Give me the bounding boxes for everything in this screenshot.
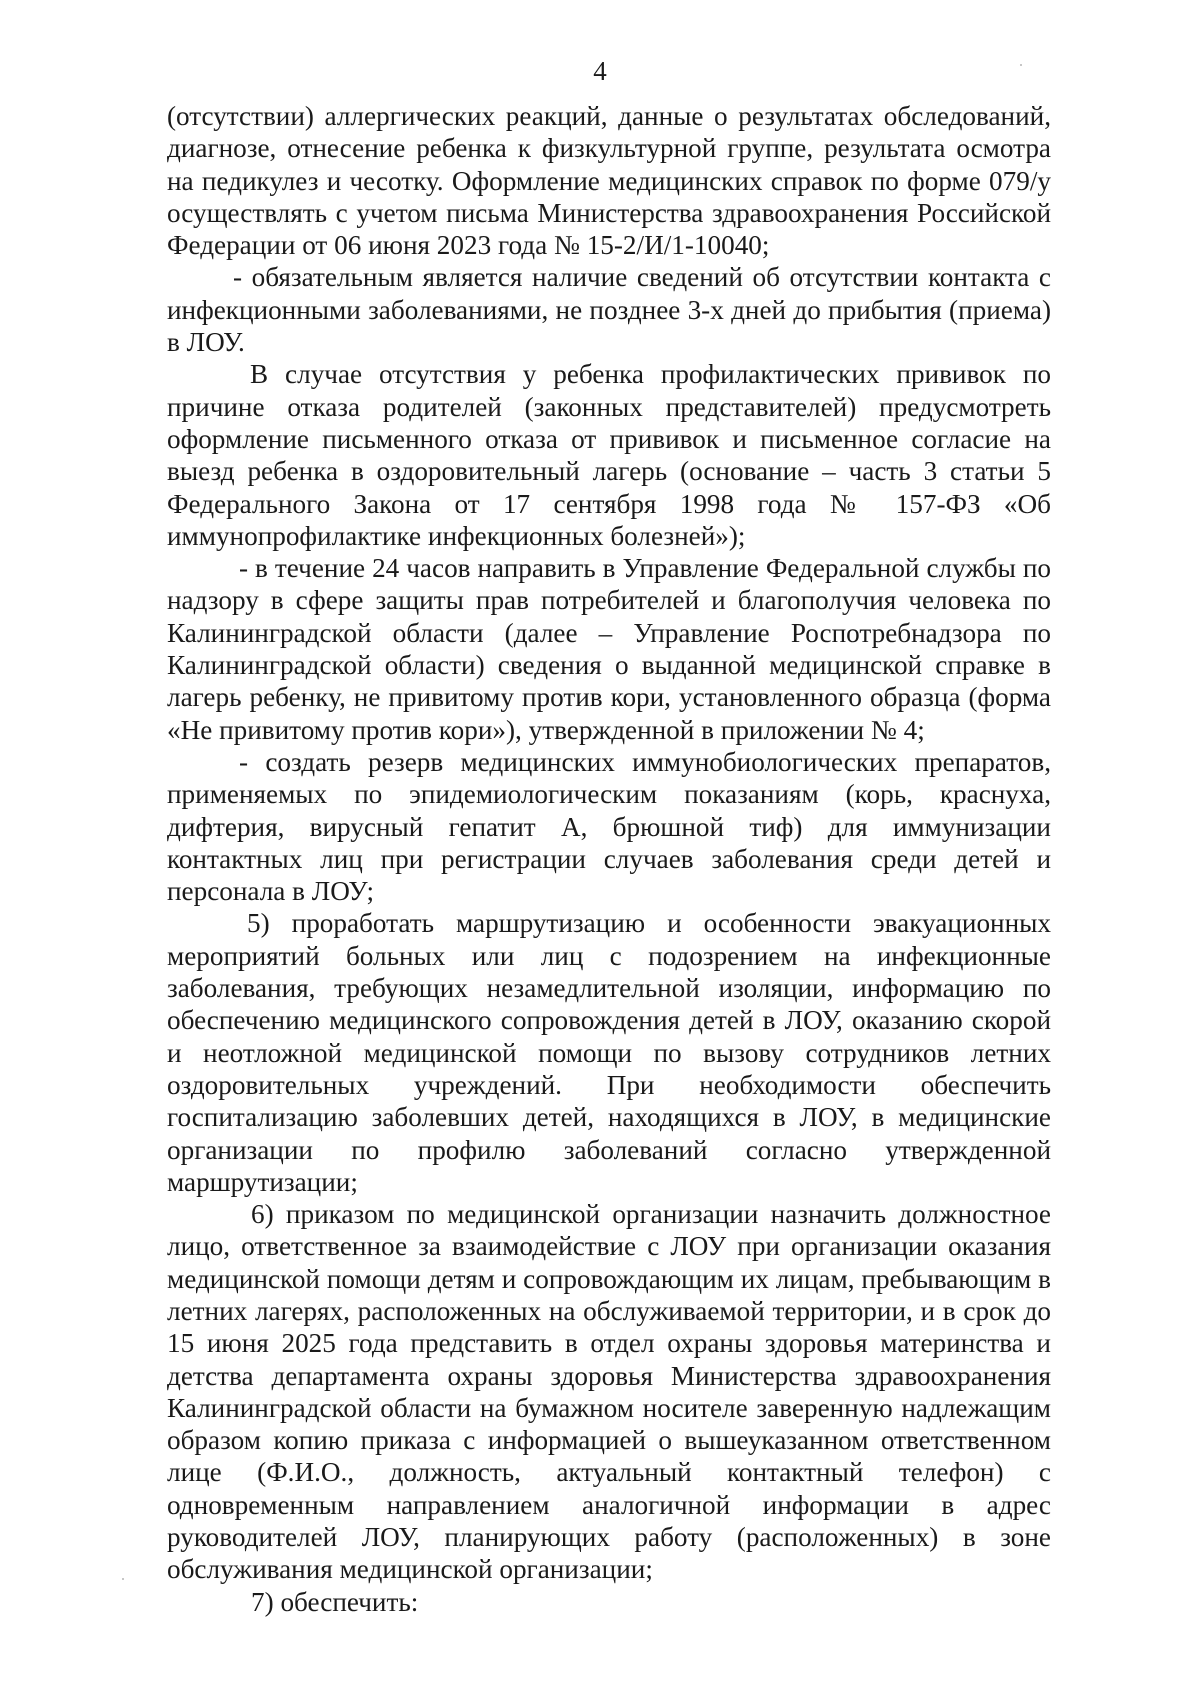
document-body [167, 100, 1051, 1618]
paragraph-item-5-routing: 5) проработать маршрутизацию и особенности эвакуационных мероприятий больных или лиц с подозрением на инфекционные заболевания, требующих незамедлительной изоляции, информацию по обеспечению медицинского сопровождения детей в ЛОУ, оказанию скорой и неотложной медицинской помощи по вызову сотрудников летних оздоровительных учреждений. При необходимости обеспечить госпитализацию заболевших детей, находящихся в ЛОУ, в медицинские организации по профилю заболеваний согласно утвержденной маршрутизации; [167, 908, 1051, 1197]
page-number: 4 [593, 56, 607, 86]
paragraph-immunobiological-reserve: - создать резерв медицинских иммунобиологических препаратов, применяемых по эпидемиологическим показаниям (корь, краснуха, дифтерия, вирусный гепатит А, брюшной тиф) для иммунизации контактных лиц при регистрации случаев заболевания среди детей и персонала в ЛОУ; [167, 746, 1051, 907]
scan-speck [1020, 64, 1022, 66]
scan-speck [122, 1578, 124, 1580]
paragraph-medical-certificate-contents: (отсутствии) аллергических реакций, данные о результатах обследований, диагнозе, отнесение ребенка к физкультурной группе, результата осмотра на педикулез и чесотку. Оформление медицинских справок по форме 079/у осуществлять с учетом письма Министерства здравоохранения Российской Федерации от 06 июня 2023 года № 15-2/И/1-10040; [167, 101, 1051, 261]
paragraph-vaccination-refusal: В случае отсутствия у ребенка профилактических прививок по причине отказа родителей (законных представителей) предусмотреть оформление письменного отказа от прививок и письменное согласие на выезд ребенка в оздоровительный лагерь (основание – часть 3 статьи 5 Федерального Закона от 17 сентября 1998 года № 157-ФЗ «Об иммунопрофилактике инфекционных болезней»); [167, 359, 1051, 551]
paragraph-item-6-responsible-person: 6) приказом по медицинской организации назначить должностное лицо, ответственное за взаимодействие с ЛОУ при организации оказания медицинской помощи детям и сопровождающим их лицам, пребывающим в летних лагерях, расположенных на обслуживаемой территории, и в срок до 15 июня 2025 года представить в отдел охраны здоровья материнства и детства департамента охраны здоровья Министерства здравоохранения Калининградской области на бумажном носителе заверенную надлежащим образом копию приказа с информацией о вышеуказанном ответственном лице (Ф.И.О., должность, актуальный контактный телефон) с одновременным направлением аналогичной информации в адрес руководителей ЛОУ, планирующих работу (расположенных) в зоне обслуживания медицинской организации; [167, 1199, 1051, 1585]
paragraph-infection-contact-info: - обязательным является наличие сведений об отсутствии контакта с инфекционными заболеваниями, не позднее 3-х дней до прибытия (приема) в ЛОУ. [167, 262, 1051, 358]
paragraph-item-7-ensure: 7) обеспечить: [251, 1586, 419, 1617]
paragraph-rospotrebnadzor-report: - в течение 24 часов направить в Управление Федеральной службы по надзору в сфере защиты прав потребителей и благополучия человека по Калининградской области (далее – Управление Роспотребнадзора по Калининградской области) сведения о выданной медицинской справке в лагерь ребенку, не привитому против кори, установленного образца (форма «Не привитому против кори»), утвержденной в приложении № 4; [167, 553, 1051, 745]
